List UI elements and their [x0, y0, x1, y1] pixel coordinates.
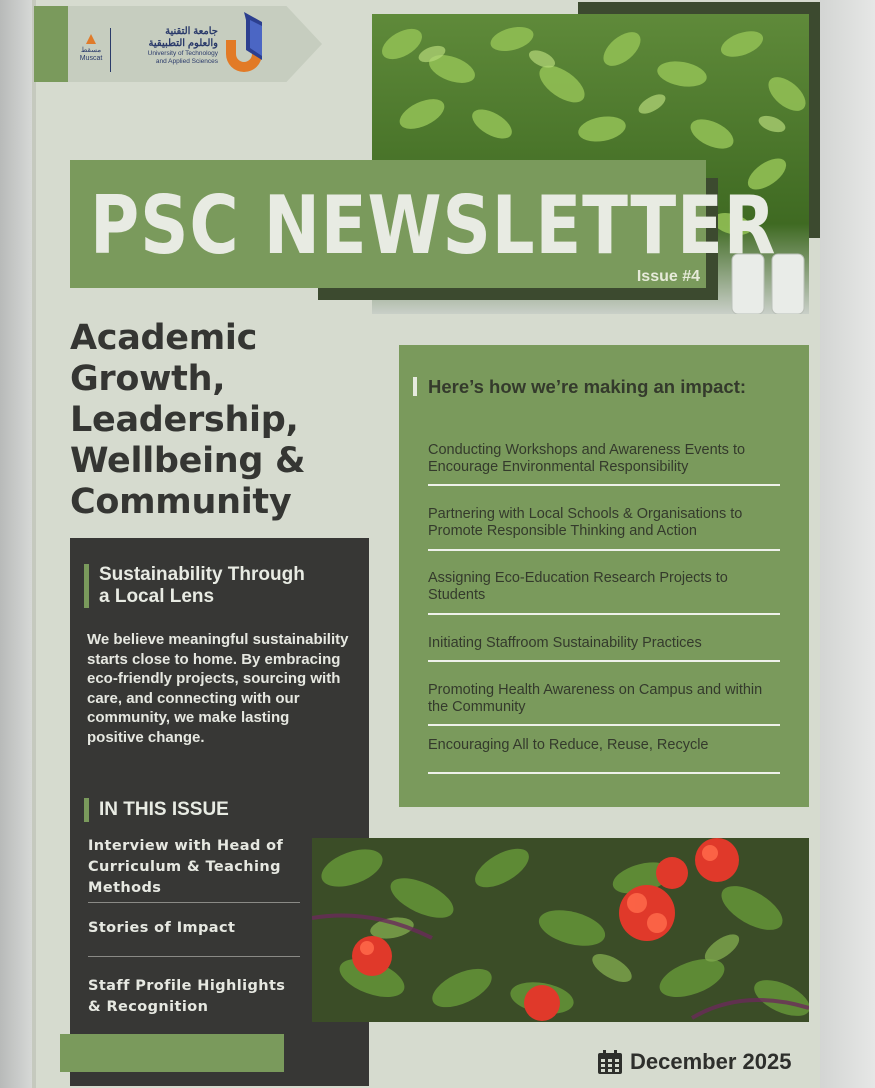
muscat-campus-mark [76, 34, 106, 63]
green-accent-block [60, 1034, 284, 1072]
headline-line-4: Wellbeing & [70, 441, 306, 481]
toc-item-stories[interactable]: Stories of Impact [88, 920, 236, 936]
viewer-left-gutter [0, 0, 32, 1088]
university-logo-icon [222, 10, 270, 76]
impact-divider [428, 549, 780, 551]
university-name [118, 26, 218, 65]
logo-accent-tab [34, 6, 68, 82]
main-headline [70, 318, 370, 523]
impact-item-research: Assigning Eco-Education Research Projects to Students [428, 570, 728, 603]
impact-divider [428, 660, 780, 662]
university-name-ar-2: والعلوم التطبيقية [148, 38, 218, 49]
headline-line-2: Growth, [70, 359, 226, 399]
date-label: December 2025 [630, 1049, 792, 1074]
impact-item-health: Promoting Health Awareness on Campus and within the Community [428, 682, 763, 715]
impact-divider [428, 484, 780, 486]
sustainability-heading-line-2: a Local Lens [99, 586, 215, 607]
impact-heading: Here’s how we’re making an impact: [413, 377, 753, 396]
impact-divider [428, 772, 780, 774]
issue-date [596, 1046, 791, 1078]
muscat-mark-icon [86, 34, 96, 44]
impact-divider [428, 724, 780, 726]
impact-item-partnering: Partnering with Local Schools & Organisations to Promote Responsible Thinking and Action [428, 506, 743, 539]
impact-item-staffroom: Initiating Staffroom Sustainability Practices [428, 635, 702, 651]
impact-item-workshops: Conducting Workshops and Awareness Events to Encourage Environmental Responsibility [428, 442, 746, 475]
toc-divider [88, 956, 300, 957]
sustainability-heading [84, 564, 354, 608]
impact-divider [428, 613, 780, 615]
ixora-flowers-photo [312, 838, 809, 1022]
in-this-issue-heading: IN THIS ISSUE [84, 798, 229, 822]
newsletter-title: PSC NEWSLETTER [90, 179, 777, 272]
calendar-icon [596, 1048, 624, 1076]
issue-number: Issue #4 [636, 268, 700, 285]
logo-divider [110, 28, 111, 72]
muscat-label-ar: مسقط [80, 47, 102, 54]
title-bar [70, 160, 777, 288]
viewer-right-gutter [820, 0, 875, 1088]
page-edge-shadow [32, 0, 36, 1088]
toc-item-staff-profile[interactable]: Staff Profile Highlights & Recognition [88, 978, 286, 1015]
university-name-ar-1: جامعة التقنية [165, 26, 218, 37]
impact-item-recycle: Encouraging All to Reduce, Reuse, Recycle [428, 737, 709, 753]
sustainability-body: We believe meaningful sustainability starts close to home. By embracing eco-friendly projects, sourcing with care, and connecting with our community, we make lasting positive change. [87, 631, 349, 746]
university-name-en-1: University of Technology [147, 50, 218, 57]
impact-panel [399, 345, 809, 807]
sustainability-heading-line-1: Sustainability Through [99, 564, 305, 585]
headline-line-5: Community [70, 482, 292, 522]
toc-item-interview[interactable]: Interview with Head of Curriculum & Teaching Methods [88, 838, 284, 896]
headline-line-3: Leadership, [70, 400, 299, 440]
university-name-en-2: and Applied Sciences [155, 57, 218, 65]
headline-line-1: Academic [70, 318, 258, 358]
muscat-label-en: Muscat [79, 55, 103, 62]
toc-divider [88, 902, 300, 903]
